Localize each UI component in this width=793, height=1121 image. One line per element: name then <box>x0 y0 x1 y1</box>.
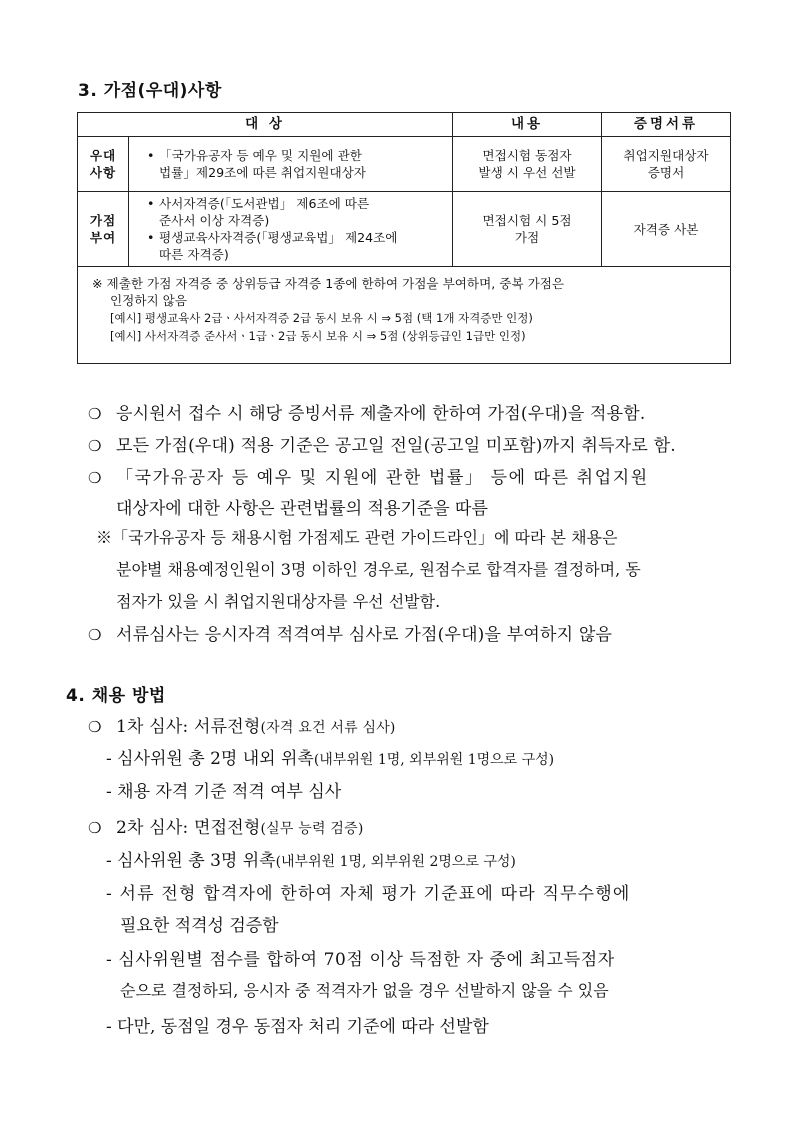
section-3-title: 3. 가점(우대)사항 <box>78 81 222 101</box>
stage-2-item: - 다만, 동점일 경우 동점자 처리 기준에 따라 선발함 <box>106 1017 489 1037</box>
note-example: [예시] 사서자격증 준사서ㆍ1급ㆍ2급 동시 보유 시 ⇒ 5점 (상위등급인 1급만 인정) <box>110 329 526 343</box>
table-note <box>78 267 731 364</box>
header-content: 내용 <box>453 113 602 137</box>
list-item: • 평생교육사자격증(「평생교육법」 제24조에 따른 자격증) <box>147 229 452 263</box>
circle-bullet-icon: ❍ <box>88 819 102 837</box>
bullet-item: ❍ 응시원서 접수 시 해당 증빙서류 제출자에 한하여 가점(우대)을 적용함. <box>88 404 646 424</box>
section-4-title: 4. 채용 방법 <box>66 686 166 706</box>
row-proof: 취업지원대상자 증명서 <box>602 137 731 192</box>
note-example: [예시] 평생교육사 2급ㆍ사서자격증 2급 동시 보유 시 ⇒ 5점 (택 1개 자격증만 인정) <box>110 311 533 325</box>
bonus-table <box>77 112 731 364</box>
table-header-row <box>78 113 731 137</box>
circle-bullet-icon: ❍ <box>88 405 102 423</box>
bullet-continuation: 대상자에 대한 사항은 관련법률의 적용기준을 따름 <box>116 499 488 519</box>
stage-2-item-cont: 순으로 결정하되, 응시자 중 적격자가 없을 경우 선발하지 않을 수 있음 <box>120 981 609 1000</box>
row-items <box>129 192 453 267</box>
stage-1-item: - 채용 자격 기준 적격 여부 심사 <box>106 782 342 802</box>
circle-bullet-icon: ❍ <box>88 718 102 736</box>
table-row <box>78 192 731 267</box>
row-content: 면접시험 시 5점 가점 <box>453 192 602 267</box>
stage-2-item: - 심사위원별 점수를 합하여 70점 이상 득점한 자 중에 최고득점자 <box>106 950 615 970</box>
stage-2: ❍ 2차 심사: 면접전형(실무 능력 검증) <box>88 818 364 838</box>
stage-2-item: - 서류 전형 합격자에 한하여 자체 평가 기준표에 따라 직무수행에 <box>106 884 631 904</box>
row-category: 가점 부여 <box>78 192 129 267</box>
table-row <box>78 137 731 192</box>
reference-line: ※「국가유공자 등 채용시험 가점제도 관련 가이드라인」에 따라 본 채용은 <box>96 528 618 547</box>
circle-bullet-icon: ❍ <box>88 626 102 644</box>
row-category: 우대 사항 <box>78 137 129 192</box>
note-line: ※ 제출한 가점 자격증 중 상위등급 자격증 1종에 한하여 가점을 부여하며, 중복 가점은 <box>92 276 565 291</box>
bullet-item: ❍ 모든 가점(우대) 적용 기준은 공고일 전일(공고일 미포함)까지 취득자로 함. <box>88 436 676 456</box>
reference-line: 점자가 있을 시 취업지원대상자를 우선 선발함. <box>116 592 441 611</box>
stage-2-item: - 심사위원 총 3명 위촉(내부위원 1명, 외부위원 2명으로 구성) <box>106 851 516 871</box>
stage-1-item: - 심사위원 총 2명 내외 위촉(내부위원 1명, 외부위원 1명으로 구성) <box>106 749 555 769</box>
header-target: 대 상 <box>78 113 453 137</box>
header-proof: 증명서류 <box>602 113 731 137</box>
stage-2-item-cont: 필요한 적격성 검증함 <box>120 916 279 936</box>
list-item: • 사서자격증(「도서관법」 제6조에 따른 준사서 이상 자격증) <box>147 195 452 229</box>
table-note-row <box>78 267 731 364</box>
row-content: 면접시험 동점자 발생 시 우선 선발 <box>453 137 602 192</box>
circle-bullet-icon: ❍ <box>88 437 102 455</box>
bullet-item: ❍ 「국가유공자 등 예우 및 지원에 관한 법률」 등에 따른 취업지원 <box>88 468 649 488</box>
reference-line: 분야별 채용예정인원이 3명 이하인 경우로, 원점수로 합격자를 결정하며, 동 <box>116 560 641 579</box>
note-line: 인정하지 않음 <box>110 293 187 308</box>
list-item: • 「국가유공자 등 예우 및 지원에 관한 법률」제29조에 따른 취업지원대상자 <box>147 147 452 181</box>
circle-bullet-icon: ❍ <box>88 469 104 487</box>
bullet-item: ❍ 서류심사는 응시자격 적격여부 심사로 가점(우대)을 부여하지 않음 <box>88 625 613 645</box>
row-items <box>129 137 453 192</box>
stage-1: ❍ 1차 심사: 서류전형(자격 요건 서류 심사) <box>88 717 396 737</box>
row-proof: 자격증 사본 <box>602 192 731 267</box>
